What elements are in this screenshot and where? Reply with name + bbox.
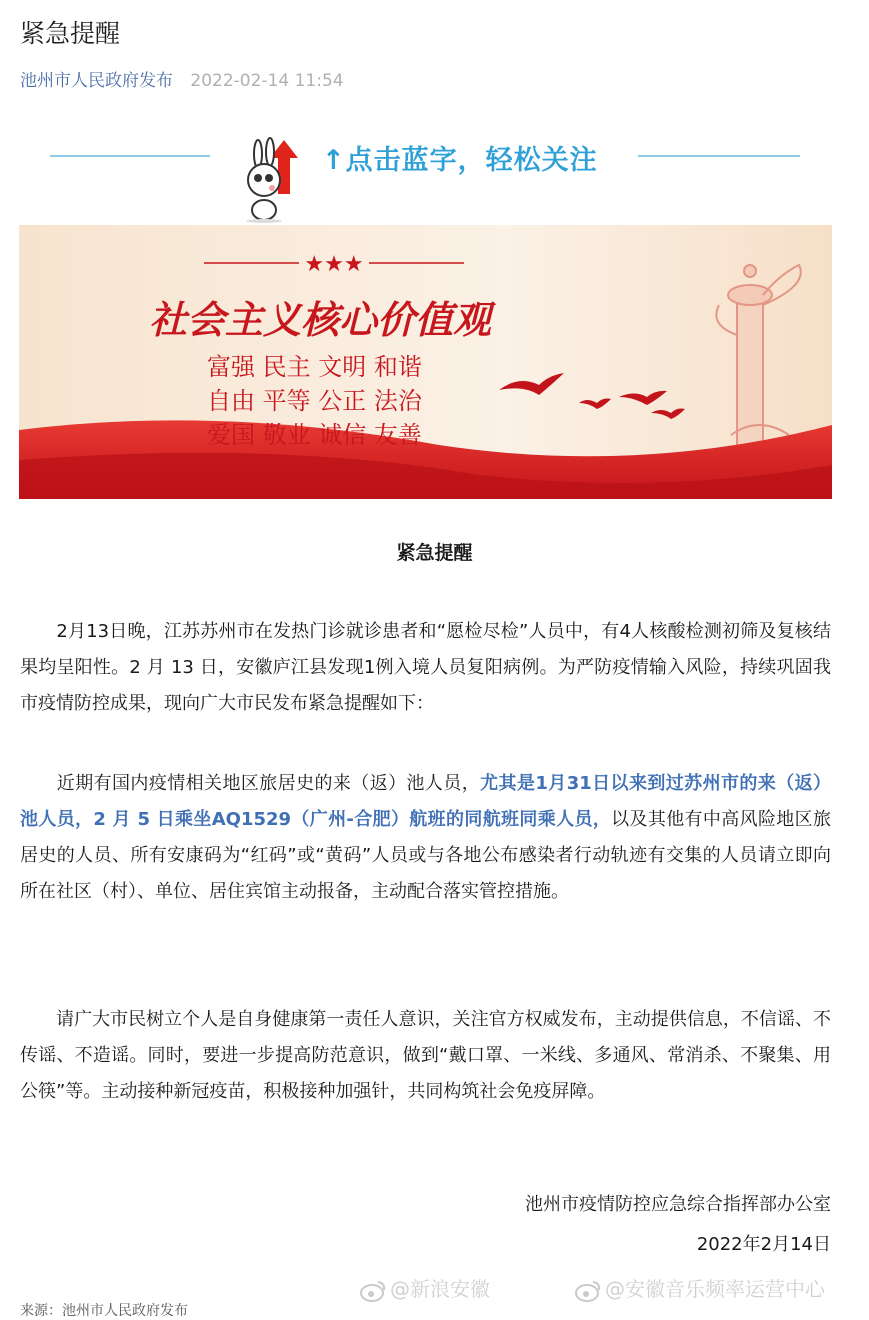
- paragraph-3: 请广大市民树立个人是自身健康第一责任人意识，关注官方权威发布，主动提供信息，不信谣、不传谣、不造谣。同时，要进一步提高防范意识，做到“戴口罩、一米线、多通风、常消杀、不聚集、用公筷”等。主动接种新冠疫苗，积极接种加强针，共同构筑社会免疫屏障。: [20, 1009, 831, 1102]
- follow-text: ↑点击蓝字，轻松关注: [322, 145, 598, 176]
- follow-banner[interactable]: [0, 128, 869, 223]
- paragraph-2-highlight: 尤其是1月31日以来到过苏州市的来（返）池人员，2 月 5 日乘坐AQ1529（广州-合肥）航班的同航班同乘人员，: [20, 773, 832, 830]
- weibo-logo-icon: [575, 1280, 601, 1302]
- notice-heading: 紧急提醒: [396, 542, 473, 564]
- weibo-logo-icon: [360, 1280, 386, 1302]
- footer-source-text: 来源：池州市人民政府发布: [20, 1303, 188, 1319]
- banner-row-1: 富强 民主 文明 和谐: [207, 353, 422, 381]
- banner-stars: ★★★: [304, 252, 364, 277]
- rabbit-mascot-icon: [232, 132, 312, 224]
- follow-right-line: [638, 155, 800, 157]
- paragraph-2: [20, 766, 831, 910]
- author-link[interactable]: 池州市人民政府发布: [20, 71, 173, 91]
- banner-row-2: 自由 平等 公正 法治: [207, 387, 422, 415]
- article-meta: [20, 66, 344, 91]
- banner-title: 社会主义核心价值观: [149, 297, 492, 342]
- watermark-sina-anhui: [360, 1273, 490, 1302]
- signature-org: 池州市疫情防控应急综合指挥部办公室: [525, 1194, 831, 1215]
- paragraph-2-start: 近期有国内疫情相关地区旅居史的来（返）池人员，: [20, 773, 481, 794]
- follow-left-line: [50, 155, 210, 157]
- watermark-2-text: @安徽音乐频率运营中心: [605, 1277, 825, 1301]
- watermark-anhui-music: [575, 1273, 825, 1302]
- banner-row-3: 爱国 敬业 诚信 友善: [207, 421, 422, 449]
- signature-date: 2022年2月14日: [696, 1234, 831, 1255]
- publish-time: 2022-02-14 11:54: [190, 71, 344, 91]
- paragraph-2-end: 以及其他有中高风险地区旅居史的人员、所有安康码为“红码”或“黄码”人员或与各地公布感染者行动轨迹有交集的人员请立即向所在社区（村）、单位、居住宾馆主动报备，主动配合落实管控措施。: [20, 809, 832, 902]
- core-values-banner: [19, 225, 832, 499]
- watermark-1-text: @新浪安徽: [390, 1277, 490, 1301]
- article-title: 紧急提醒: [20, 19, 121, 48]
- paragraph-1: 2月13日晚，江苏苏州市在发热门诊就诊患者和“愿检尽检”人员中，有4人核酸检测初筛及复核结果均呈阳性。2 月 13 日，安徽庐江县发现1例入境人员复阳病例。为严防疫情输入风险，持续巩固我市疫情防控成果，现向广大市民发布紧急提醒如下：: [20, 621, 831, 714]
